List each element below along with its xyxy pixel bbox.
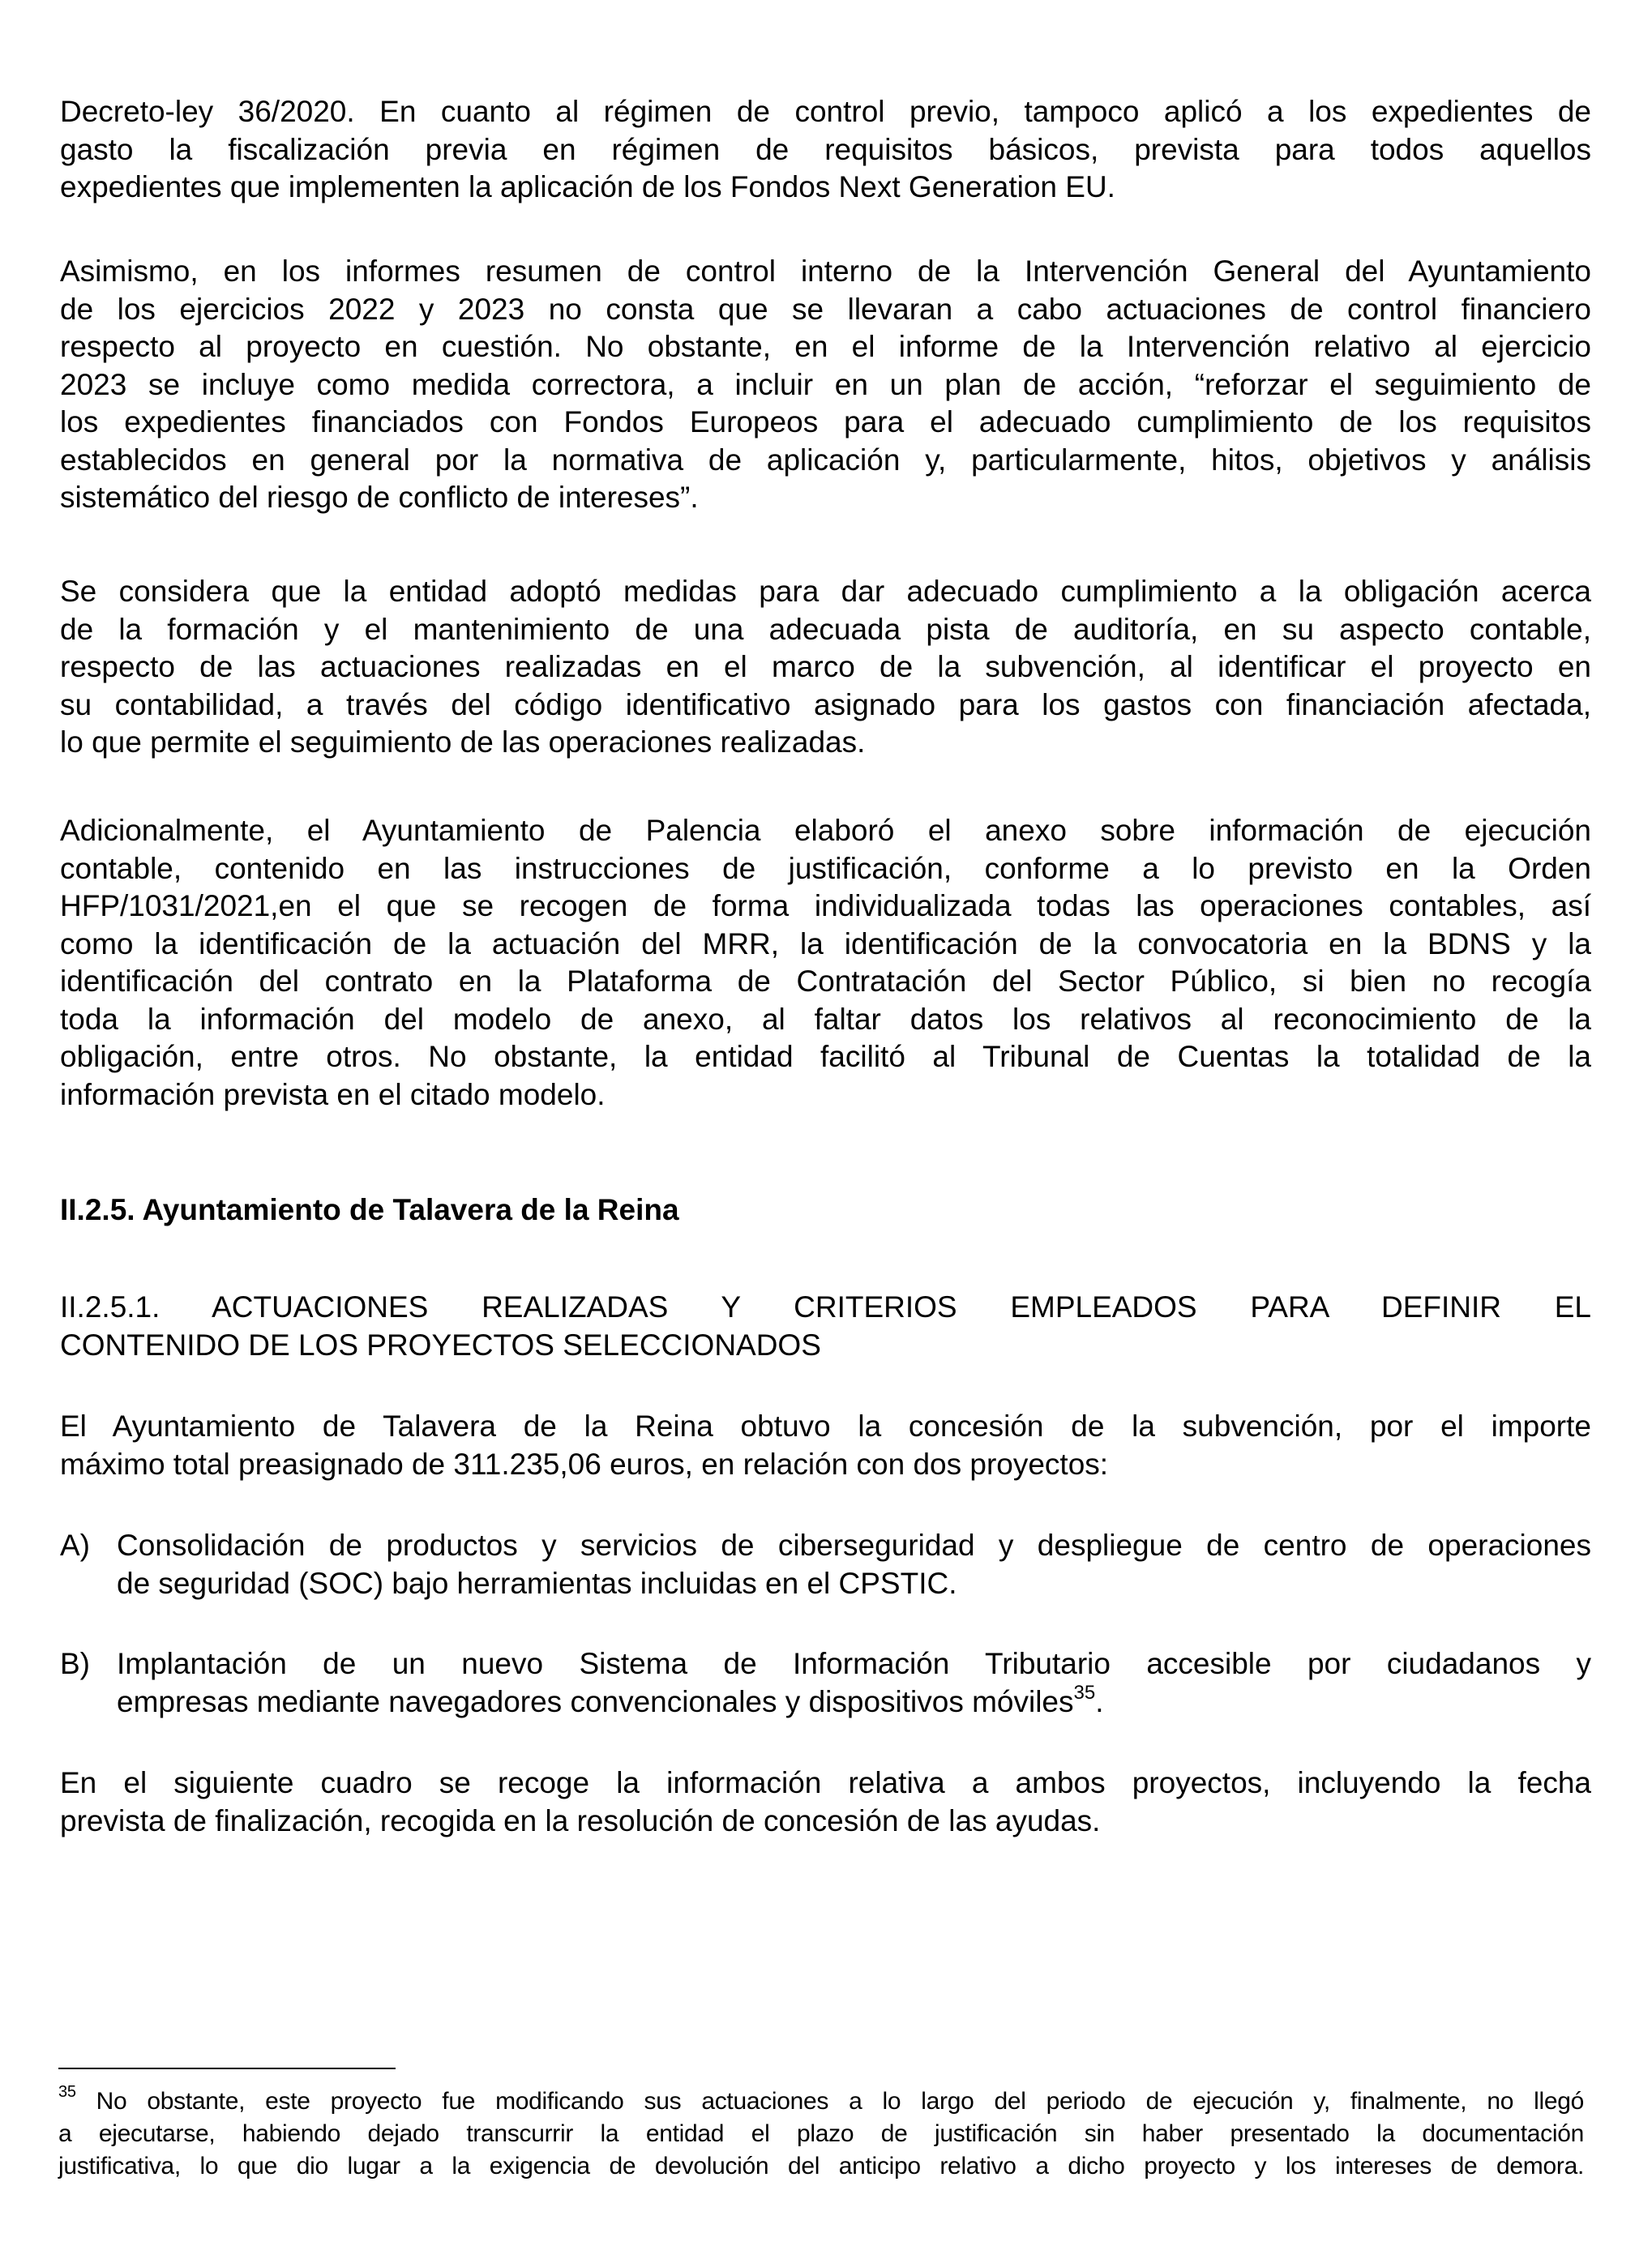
text-line: Asimismo, en los informes resumen de control interno de la Intervención General del Ayuntamiento (60, 255, 1591, 288)
text-line: identificación del contrato en la Plataforma de Contratación del Sector Público, si bien no recogía (60, 965, 1591, 998)
text-line: como la identificación de la actuación del MRR, la identificación de la convocatoria en la BDNS y la (60, 926, 1591, 960)
text-line: prevista de finalización, recogida en la resolución de concesión de las ayudas. (60, 1803, 1101, 1837)
section-heading-text: II.2.5. Ayuntamiento de Talavera de la Reina (60, 1193, 679, 1226)
text-line: Consolidación de productos y servicios de ciberseguridad y despliegue de centro de operaciones (117, 1529, 1591, 1562)
trailing-period: . (1095, 1684, 1104, 1718)
text-line: de la formación y el mantenimiento de una adecuada pista de auditoría, en su aspecto contable, (60, 612, 1591, 646)
subsection-heading-line: II.2.5.1. ACTUACIONES REALIZADAS Y CRITERIOS EMPLEADOS PARA DEFINIR EL (60, 1290, 1591, 1324)
text-line: respecto al proyecto en cuestión. No obstante, en el informe de la Intervención relativo al ejercicio (60, 330, 1591, 363)
text-line: Se considera que la entidad adoptó medidas para dar adecuado cumplimiento a la obligación acerca (60, 575, 1591, 608)
text-line: información prevista en el citado modelo. (60, 1077, 606, 1111)
paragraph-pista-auditoria (60, 573, 1591, 762)
text-line: toda la información del modelo de anexo, al faltar datos los relativos al reconocimiento de la (60, 1002, 1591, 1036)
footnote-text: No obstante, este proyecto fue modificando sus actuaciones a lo largo del periodo de ejecución y, finalmente, no llegó (96, 2088, 1584, 2115)
paragraph-concesion-talavera (60, 1408, 1591, 1483)
text-line: establecidos en general por la normativa de aplicación y, particularmente, hitos, objetivos y análisis (60, 443, 1591, 477)
text-line: su contabilidad, a través del código identificativo asignado para los gastos con financiación afectada, (60, 687, 1591, 721)
text-line: de los ejercicios 2022 y 2023 no consta que se llevaran a cabo actuaciones de control financiero (60, 292, 1591, 326)
text-line: 2023 se incluye como medida correctora, a incluir en un plan de acción, “reforzar el seguimiento de (60, 367, 1591, 401)
footnote-reference[interactable]: 35 (1073, 1682, 1096, 1705)
footnote-separator (58, 2068, 396, 2069)
text-line: de seguridad (SOC) bajo herramientas incluidas en el CPSTIC. (117, 1566, 957, 1600)
text-line: obligación, entre otros. No obstante, la entidad facilitó al Tribunal de Cuentas la totalidad de la (60, 1040, 1591, 1073)
subsection-heading-line: CONTENIDO DE LOS PROYECTOS SELECCIONADOS (60, 1328, 821, 1362)
list-label: A) (60, 1529, 90, 1562)
paragraph-decreto-ley (60, 93, 1591, 207)
subsection-heading (60, 1289, 1591, 1364)
text: empresas mediante navegadores convencionales y dispositivos móviles (117, 1684, 1074, 1718)
text-line: los expedientes financiados con Fondos Europeos para el adecuado cumplimiento de los requisitos (60, 405, 1591, 438)
text-line: expedientes que implementen la aplicación de los Fondos Next Generation EU. (60, 170, 1115, 203)
text-line: Adicionalmente, el Ayuntamiento de Palencia elaboró el anexo sobre información de ejecución (60, 814, 1591, 847)
text-line: sistemático del riesgo de conflicto de intereses”. (60, 481, 699, 514)
list-label: B) (60, 1647, 90, 1680)
text-line: máximo total preasignado de 311.235,06 euros, en relación con dos proyectos: (60, 1447, 1109, 1481)
paragraph-control-interno (60, 253, 1591, 517)
paragraph-cuadro (60, 1764, 1591, 1840)
text-line: HFP/1031/2021,en el que se recogen de forma individualizada todas las operaciones contables, así (60, 889, 1591, 922)
section-heading (60, 1191, 1591, 1230)
text-line-with-footnote (117, 1683, 1591, 1722)
text-line: El Ayuntamiento de Talavera de la Reina obtuvo la concesión de la subvención, por el importe (60, 1409, 1591, 1443)
text-line: lo que permite el seguimiento de las operaciones realizadas. (60, 725, 866, 759)
footnote-number: 35 (58, 2083, 76, 2101)
text-line: Implantación de un nuevo Sistema de Información Tributario accesible por ciudadanos y (117, 1647, 1591, 1680)
paragraph-anexo-palencia (60, 812, 1591, 1114)
footnote-35 (58, 2085, 1584, 2183)
footnote-line: justificativa, lo que dio lugar a la exigencia de devolución del anticipo relativo a dicho proyecto y los intereses de demora. (58, 2153, 1584, 2179)
footnote-line (58, 2085, 1584, 2118)
text-line: contable, contenido en las instrucciones de justificación, conforme a lo previsto en la Orden (60, 851, 1591, 885)
text-line: gasto la fiscalización previa en régimen de requisitos básicos, prevista para todos aquellos (60, 132, 1591, 166)
text-line: respecto de las actuaciones realizadas en el marco de la subvención, al identificar el proyecto en (60, 650, 1591, 683)
text-line: En el siguiente cuadro se recoge la información relativa a ambos proyectos, incluyendo la fecha (60, 1766, 1591, 1799)
footnote-line: a ejecutarse, habiendo dejado transcurrir la entidad el plazo de justificación sin haber presentado la documentación (58, 2120, 1584, 2147)
text-line: Decreto-ley 36/2020. En cuanto al régimen de control previo, tampoco aplicó a los expedientes de (60, 95, 1591, 128)
